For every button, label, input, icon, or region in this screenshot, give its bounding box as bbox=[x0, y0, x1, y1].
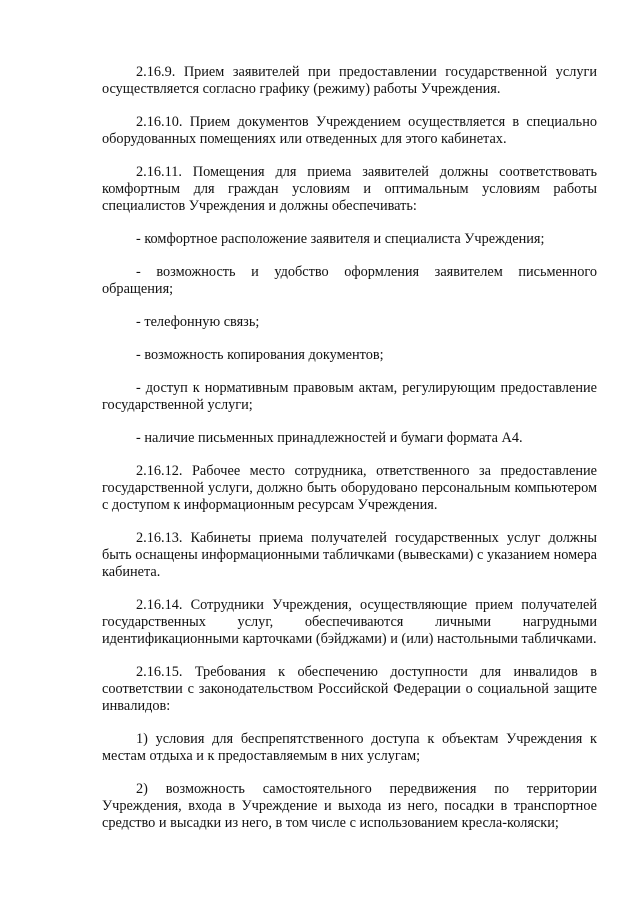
document-page bbox=[102, 64, 597, 848]
list-item-access-conditions: 1) условия для беспрепятственного доступа к объектам Учреждения к местам отдыха и к предоставляемым в них услугам; bbox=[102, 731, 597, 764]
list-item-legal-acts: - доступ к нормативным правовым актам, регулирующим предоставление государственной услуги; bbox=[102, 380, 597, 413]
paragraph-2-16-13: 2.16.13. Кабинеты приема получателей государственных услуг должны быть оснащены информационными табличками (вывесками) с указанием номера кабинета. bbox=[102, 530, 597, 580]
paragraph-2-16-11: 2.16.11. Помещения для приема заявителей должны соответствовать комфортным для граждан условиям и оптимальным условиям работы специалистов Учреждения и должны обеспечивать: bbox=[102, 164, 597, 214]
paragraph-2-16-15: 2.16.15. Требования к обеспечению доступности для инвалидов в соответствии с законодательством Российской Федерации о социальной защите инвалидов: bbox=[102, 664, 597, 714]
list-item-written-appeal: - возможность и удобство оформления заявителем письменного обращения; bbox=[102, 264, 597, 297]
paragraph-2-16-9: 2.16.9. Прием заявителей при предоставлении государственной услуги осуществляется согласно графику (режиму) работы Учреждения. bbox=[102, 64, 597, 97]
list-item-telephone: - телефонную связь; bbox=[136, 314, 260, 330]
list-item-independent-movement: 2) возможность самостоятельного передвижения по территории Учреждения, входа в Учреждение и выхода из него, посадки в транспортное средство и высадки из него, в том числе с использованием кресла-коляски; bbox=[102, 781, 597, 831]
list-item-copying: - возможность копирования документов; bbox=[136, 347, 384, 363]
list-item-stationery: - наличие письменных принадлежностей и бумаги формата А4. bbox=[136, 430, 523, 446]
list-item-comfortable-placement: - комфортное расположение заявителя и специалиста Учреждения; bbox=[136, 231, 545, 247]
paragraph-2-16-10: 2.16.10. Прием документов Учреждением осуществляется в специально оборудованных помещениях или отведенных для этого кабинетах. bbox=[102, 114, 597, 147]
paragraph-2-16-12: 2.16.12. Рабочее место сотрудника, ответственного за предоставление государственной услуги, должно быть оборудовано персональным компьютером с доступом к информационным ресурсам Учреждения. bbox=[102, 463, 597, 513]
paragraph-2-16-14: 2.16.14. Сотрудники Учреждения, осуществляющие прием получателей государственных услуг, обеспечиваются личными нагрудными идентификационными карточками (бэйджами) и (или) настольными табличками. bbox=[102, 597, 597, 647]
